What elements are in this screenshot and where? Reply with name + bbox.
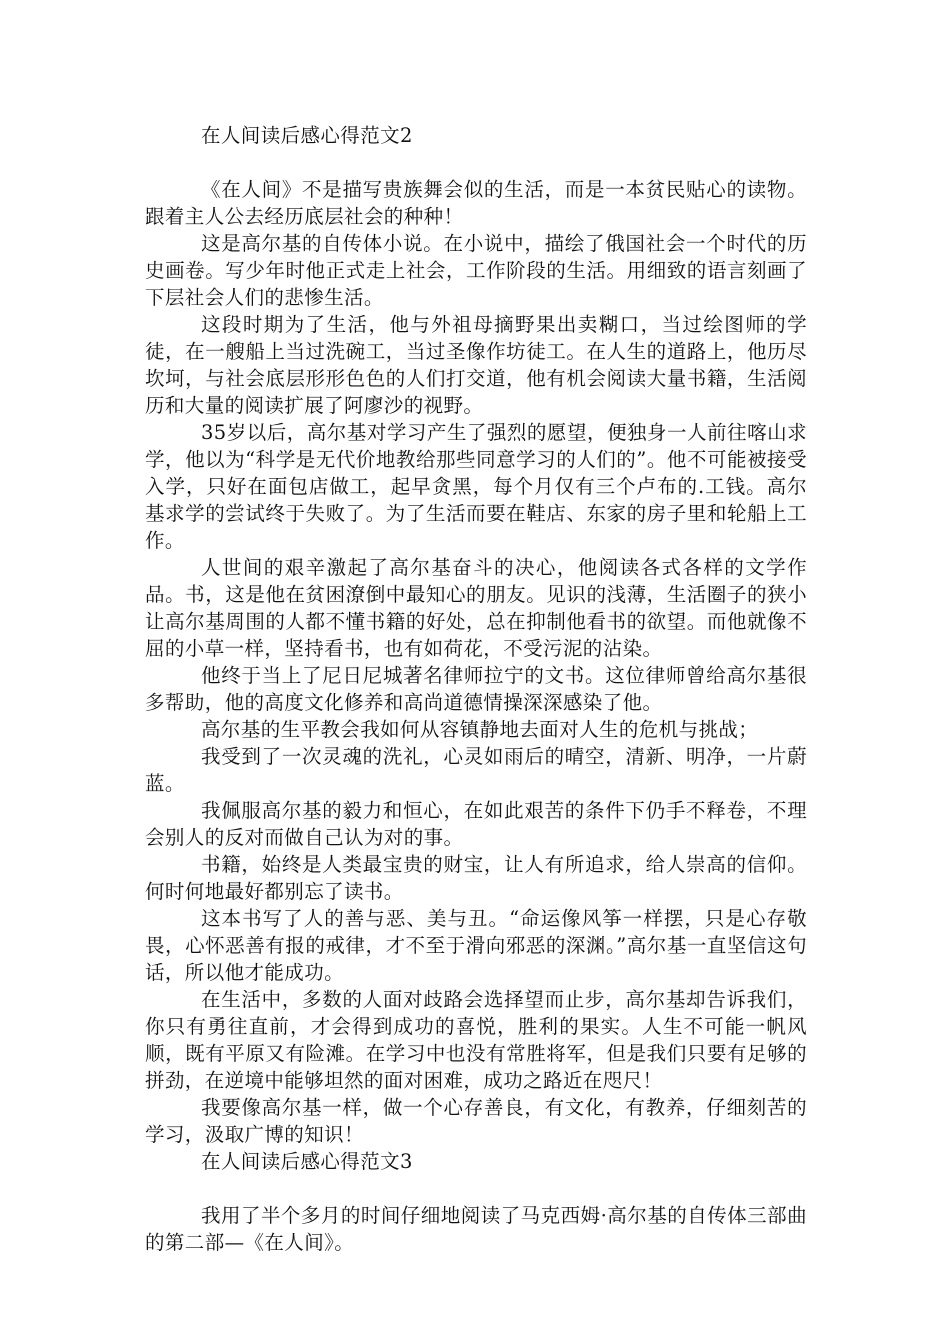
paragraph: 人世间的艰辛激起了高尔基奋斗的决心，他阅读各式各样的文学作品。书，这是他在贫困潦倒中最知心的朋友。见识的浅薄，生活圈子的狭小让高尔基周围的人都不懂书籍的好处，总在抑制他看书的欲望。而他就像不屈的小草一样，坚持看书，也有如荷花，不受污泥的沾染。 <box>145 556 807 660</box>
paragraph: 这是高尔基的自传体小说。在小说中，描绘了俄国社会一个时代的历史画卷。写少年时他正式走上社会，工作阶段的生活。用细致的语言刻画了下层社会人们的悲惨生活。 <box>145 232 807 309</box>
spacer <box>145 149 807 176</box>
section-3-title: 在人间读后感心得范文3 <box>201 1150 413 1173</box>
paragraph: 高尔基的生平教会我如何从容镇静地去面对人生的危机与挑战； <box>201 718 759 741</box>
paragraph: 这本书写了人的善与恶、美与丑。“命运像风筝一样摆，只是心存敬畏，心怀恶善有报的戒律，才不至于滑向邪恶的深渊。”高尔基一直坚信这句话，所以他才能成功。 <box>145 907 807 984</box>
section-2-title: 在人间读后感心得范文2 <box>201 124 413 147</box>
paragraph: 这段时期为了生活，他与外祖母摘野果出卖糊口，当过绘图师的学徒，在一艘船上当过洗碗工，当过圣像作坊徒工。在人生的道路上，他历尽坎坷，与社会底层形形色色的人们打交道，他有机会阅读大量书籍，生活阅历和大量的阅读扩展了阿廖沙的视野。 <box>145 313 807 417</box>
paragraph: 35岁以后，高尔基对学习产生了强烈的愿望，便独身一人前往喀山求学，他以为“科学是无代价地教给那些同意学习的人们的”。他不可能被接受入学，只好在面包店做工，起早贪黑，每个月仅有三个卢布的.工钱。高尔基求学的尝试终于失败了。为了生活而要在鞋店、东家的房子里和轮船上工作。 <box>145 421 807 552</box>
paragraph: 书籍，始终是人类最宝贵的财宝，让人有所追求，给人崇高的信仰。何时何地最好都别忘了读书。 <box>145 853 807 903</box>
paragraph: 《在人间》不是描写贵族舞会似的生活，而是一本贫民贴心的读物。跟着主人公去经历底层社会的种种！ <box>145 178 807 228</box>
paragraph: 在生活中，多数的人面对歧路会选择望而止步，高尔基却告诉我们，你只有勇往直前，才会得到成功的喜悦，胜利的果实。人生不可能一帆风顺，既有平原又有险滩。在学习中也没有常胜将军，但是我们只要有足够的拼劲，在逆境中能够坦然的面对困难，成功之路近在咫尺！ <box>145 988 807 1092</box>
paragraph: 我佩服高尔基的毅力和恒心，在如此艰苦的条件下仍手不释卷，不理会别人的反对而做自己认为对的事。 <box>145 799 807 849</box>
paragraph: 我用了半个多月的时间仔细地阅读了马克西姆·高尔基的自传体三部曲的第二部—《在人间》。 <box>145 1204 807 1254</box>
spacer <box>145 1175 807 1202</box>
paragraph: 我要像高尔基一样，做一个心存善良，有文化，有教养，仔细刻苦的学习，汲取广博的知识！ <box>145 1096 807 1146</box>
paragraph: 我受到了一次灵魂的洗礼，心灵如雨后的晴空，清新、明净，一片蔚蓝。 <box>145 745 807 795</box>
document-body <box>145 122 807 1256</box>
paragraph: 他终于当上了尼日尼城著名律师拉宁的文书。这位律师曾给高尔基很多帮助，他的高度文化修养和高尚道德情操深深感染了他。 <box>145 664 807 714</box>
